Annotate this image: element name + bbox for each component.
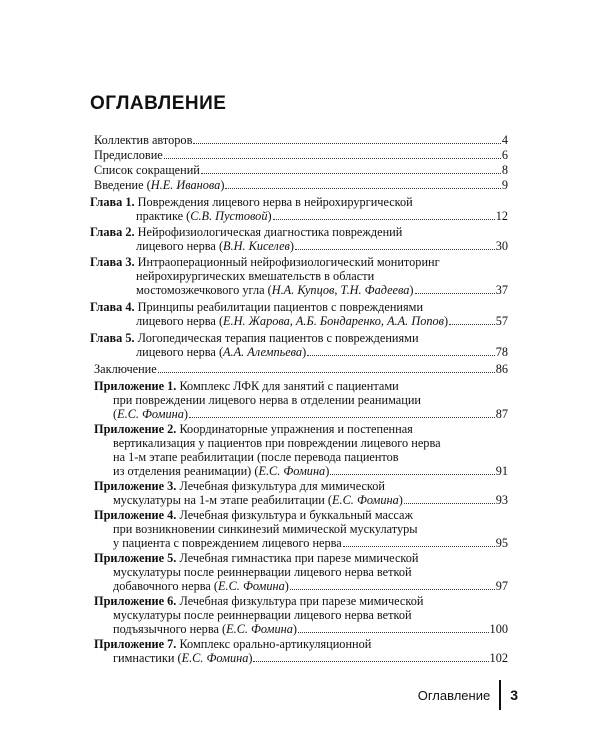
appendix-6-last-line[interactable]: подъязычного нерва (Е.С. Фомина) 100: [113, 622, 508, 636]
chapter-label: Глава 3.: [90, 255, 135, 269]
chapter-title: Нейрофизиологическая диагностика повреждений: [137, 225, 403, 239]
chapter-label: Глава 2.: [90, 225, 135, 239]
page-number: 93: [495, 493, 508, 507]
toc-entry-introduction[interactable]: [94, 178, 508, 192]
appendix-5-continuation: мускулатуры после реиннервации лицевого нерва веткой: [113, 565, 412, 579]
leader-dots: [295, 249, 495, 250]
leader-dots: [307, 355, 495, 356]
toc-entry-abbreviations[interactable]: [94, 163, 508, 177]
appendix-6-continuation: мускулатуры после реиннервации лицевого нерва веткой: [113, 608, 412, 622]
page-number: 4: [501, 133, 508, 147]
page-number: 12: [495, 209, 508, 223]
leader-dots: [158, 372, 495, 373]
entry-title: Список сокращений: [94, 163, 200, 177]
entry-author: Е.С. Фомина: [117, 407, 184, 421]
chapter-label: Глава 1.: [90, 195, 135, 209]
page-number: 87: [495, 407, 508, 421]
appendix-title: Комплекс ЛФК для занятий с пациентами: [179, 379, 399, 393]
leader-dots: [298, 632, 489, 633]
appendix-5-last-line[interactable]: добавочного нерва (Е.С. Фомина) 97: [113, 579, 508, 593]
page-footer: [418, 680, 518, 710]
appendix-1-continuation: при повреждении лицевого нерва в отделении реанимации: [113, 393, 421, 407]
leader-dots: [201, 173, 501, 174]
appendix-4-first-line[interactable]: [94, 508, 413, 522]
appendix-title: Лечебная физкультура и буккальный массаж: [179, 508, 413, 522]
leader-dots: [343, 546, 495, 547]
chapter-3-continuation: нейрохирургических вмешательств в области: [136, 269, 375, 283]
appendix-6-first-line[interactable]: [94, 594, 423, 608]
leader-dots: [253, 661, 488, 662]
page-number: 8: [501, 163, 508, 177]
appendix-7-last-line[interactable]: гимнастики (Е.С. Фомина) 102: [113, 651, 508, 665]
page-title: ОГЛАВЛЕНИЕ: [90, 93, 227, 114]
chapter-5-last-line[interactable]: лицевого нерва (А.А. Алемпьева) 78: [136, 345, 508, 359]
entry-author: С.В. Пустовой: [190, 209, 268, 223]
page-number: 78: [495, 345, 508, 359]
chapter-2-last-line[interactable]: лицевого нерва (В.Н. Киселев) 30: [136, 239, 508, 253]
appendix-label: Приложение 2.: [94, 422, 177, 436]
chapter-3-first-line[interactable]: [90, 255, 440, 269]
entry-author: Н.Е. Иванова: [150, 178, 221, 192]
entry-author: В.Н. Киселев: [223, 239, 290, 253]
leader-dots: [193, 143, 500, 144]
toc-entry-contributors[interactable]: [94, 133, 508, 147]
entry-author: Е.Н. Жарова, А.Б. Бондаренко, А.А. Попов: [223, 314, 444, 328]
leader-dots: [290, 589, 495, 590]
entry-author: А.А. Алемпьева: [223, 345, 303, 359]
chapter-1-first-line[interactable]: [90, 195, 413, 209]
appendix-4-last-line[interactable]: у пациента с повреждением лицевого нерва 95: [113, 536, 508, 550]
appendix-2-continuation: на 1-м этапе реабилитации (после перевода пациентов: [113, 450, 399, 464]
page-number: 57: [495, 314, 508, 328]
appendix-label: Приложение 4.: [94, 508, 177, 522]
entry-author: Н.А. Купцов, Т.Н. Фадеева: [271, 283, 410, 297]
page-number: 9: [501, 178, 508, 192]
appendix-1-last-line[interactable]: (Е.С. Фомина) 87: [113, 407, 508, 421]
entry-title: Коллектив авторов: [94, 133, 193, 147]
page-number: 102: [489, 651, 508, 665]
leader-dots: [164, 158, 501, 159]
toc-entry-preface[interactable]: [94, 148, 508, 162]
chapter-4-first-line[interactable]: [90, 300, 423, 314]
chapter-5-first-line[interactable]: [90, 331, 419, 345]
appendix-2-last-line[interactable]: из отделения реанимации) (Е.С. Фомина) 91: [113, 464, 508, 478]
leader-dots: [415, 293, 495, 294]
entry-author: Е.С. Фомина: [181, 651, 249, 665]
page-number: 86: [495, 362, 508, 376]
appendix-5-first-line[interactable]: [94, 551, 419, 565]
chapter-label: Глава 5.: [90, 331, 135, 345]
page-number: 100: [489, 622, 508, 636]
entry-author: Е.С. Фомина: [218, 579, 285, 593]
entry-title: Заключение: [94, 362, 157, 376]
leader-dots: [189, 417, 495, 418]
toc-entry-conclusion[interactable]: [94, 362, 508, 376]
folio-page-number: 3: [510, 687, 518, 703]
entry-title: Предисловие: [94, 148, 163, 162]
appendix-2-first-line[interactable]: [94, 422, 413, 436]
entry-author: Е.С. Фомина: [258, 464, 326, 478]
chapter-3-last-line[interactable]: мостомозжечкового угла (Н.А. Купцов, Т.Н. Фадеева) 37: [136, 283, 508, 297]
appendix-7-first-line[interactable]: [94, 637, 371, 651]
page-number: 37: [495, 283, 508, 297]
entry-title: Введение (Н.Е. Иванова): [94, 178, 225, 192]
page-number: 6: [501, 148, 508, 162]
page-number: 95: [495, 536, 508, 550]
page-number: 30: [495, 239, 508, 253]
appendix-title: Координаторные упражнения и постепенная: [179, 422, 413, 436]
appendix-1-first-line[interactable]: [94, 379, 399, 393]
appendix-title: Комплекс орально-артикуляционной: [179, 637, 372, 651]
chapter-title: Повреждения лицевого нерва в нейрохирургической: [137, 195, 413, 209]
appendix-label: Приложение 5.: [94, 551, 177, 565]
appendix-2-continuation: вертикализация у пациентов при повреждении лицевого нерва: [113, 436, 441, 450]
chapter-label: Глава 4.: [90, 300, 135, 314]
appendix-label: Приложение 6.: [94, 594, 177, 608]
page-number: 97: [495, 579, 508, 593]
entry-author: Е.С. Фомина: [332, 493, 399, 507]
entry-author: Е.С. Фомина: [226, 622, 293, 636]
appendix-title: Лечебная гимнастика при парезе мимической: [179, 551, 419, 565]
leader-dots: [225, 188, 500, 189]
leader-dots: [404, 503, 495, 504]
leader-dots: [273, 219, 495, 220]
appendix-title: Лечебная физкультура при парезе мимической: [179, 594, 424, 608]
chapter-2-first-line[interactable]: [90, 225, 402, 239]
chapter-title: Интраоперационный нейрофизиологический мониторинг: [137, 255, 440, 269]
appendix-3-last-line[interactable]: мускулатуры на 1-м этапе реабилитации (Е.С. Фомина) 93: [113, 493, 508, 507]
appendix-label: Приложение 1.: [94, 379, 177, 393]
leader-dots: [449, 324, 495, 325]
running-footer-title: Оглавление: [417, 687, 491, 703]
leader-dots: [330, 474, 494, 475]
chapter-title: Принципы реабилитации пациентов с повреждениями: [137, 300, 424, 314]
chapter-title: Логопедическая терапия пациентов с повреждениями: [137, 331, 419, 345]
appendix-label: Приложение 3.: [94, 479, 177, 493]
chapter-4-last-line[interactable]: лицевого нерва (Е.Н. Жарова, А.Б. Бондаренко, А.А. Попов) 57: [136, 314, 508, 328]
page-number: 91: [495, 464, 508, 478]
appendix-3-first-line[interactable]: [94, 479, 385, 493]
appendix-label: Приложение 7.: [94, 637, 177, 651]
appendix-4-continuation: при возникновении синкинезий мимической мускулатуры: [113, 522, 418, 536]
chapter-1-last-line[interactable]: практике (С.В. Пустовой) 12: [136, 209, 508, 223]
appendix-title: Лечебная физкультура для мимической: [179, 479, 385, 493]
